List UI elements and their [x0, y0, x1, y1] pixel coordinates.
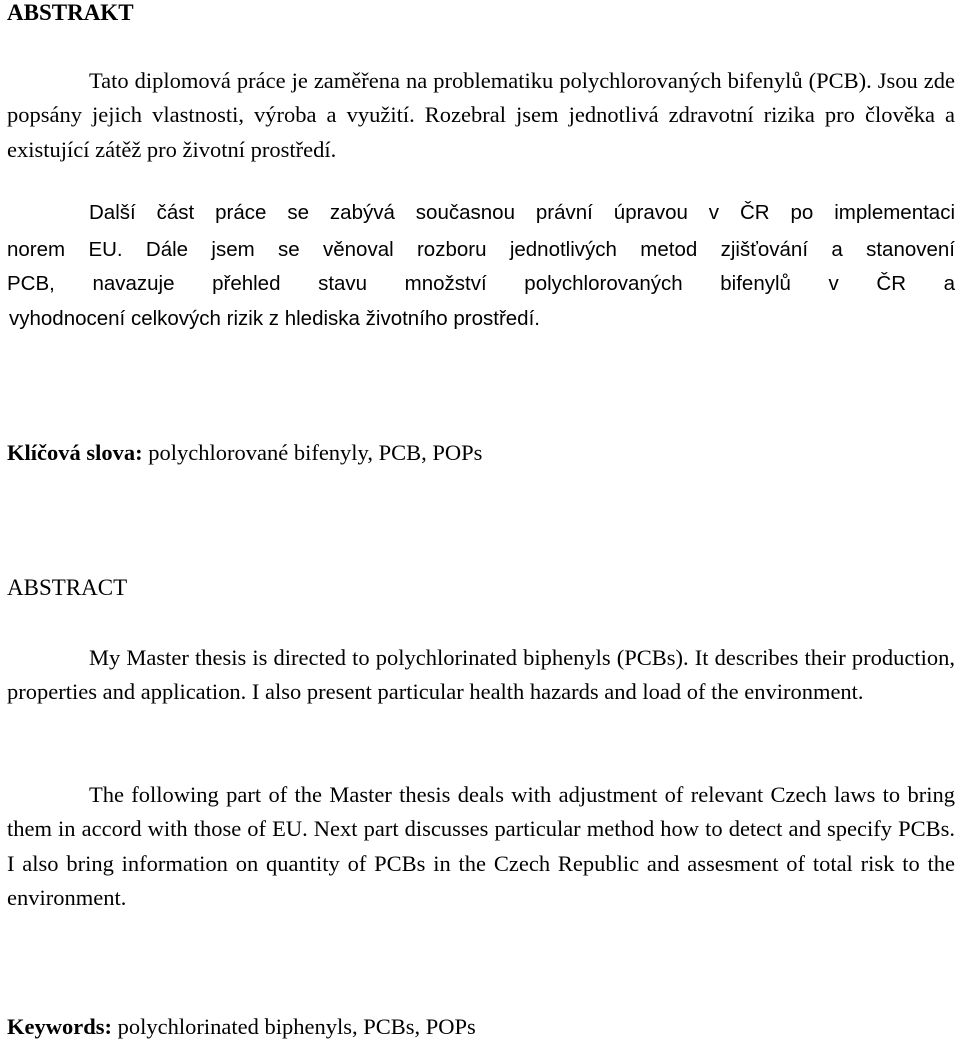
english-keywords-value: polychlorinated biphenyls, PCBs, POPs	[117, 1014, 476, 1039]
czech-p2-line2-start: norem EU.	[7, 238, 123, 261]
czech-p2-line2-rest: Dále jsem se věnoval rozboru jednotlivých metod zjišťování a stanovení	[145, 238, 955, 261]
czech-keywords-label: Klíčová slova:	[7, 440, 143, 465]
czech-keywords-value: polychlorované bifenyly, PCB, POPs	[148, 440, 483, 465]
czech-abstract-paragraph-2-line-4: vyhodnocení celkových rizik z hlediska životního prostředí.	[9, 307, 540, 330]
english-keywords-label: Keywords:	[7, 1014, 112, 1039]
english-keywords	[7, 1014, 955, 1040]
czech-abstract-paragraph-2-line-1: Další část práce se zabývá současnou právní úpravou v ČR po implementaci	[89, 201, 955, 224]
english-abstract-heading: ABSTRACT	[7, 575, 128, 600]
english-abstract-paragraph-1: My Master thesis is directed to polychlorinated biphenyls (PCBs). It describes their production, properties and application. I also present particular health hazards and load of the environment.	[7, 645, 955, 705]
czech-keywords	[7, 440, 955, 466]
czech-abstract-paragraph-1: Tato diplomová práce je zaměřena na problematiku polychlorovaných bifenylů (PCB). Jsou zde popsány jejich vlastnosti, výroba a využití. Rozebral jsem jednotlivá zdravotní rizika pro člověka a existující zátěž pro životní prostředí.	[7, 68, 955, 162]
english-abstract-paragraph-2: The following part of the Master thesis deals with adjustment of relevant Czech laws to bring them in accord with those of EU. Next part discusses particular method how to detect and specify PCBs. I also bring information on quantity of PCBs in the Czech Republic and assesment of total risk to the environment.	[7, 782, 955, 911]
czech-abstract-paragraph-2-line-2	[7, 236, 955, 262]
czech-abstract-heading: ABSTRAKT	[7, 0, 134, 25]
czech-abstract-paragraph-2-line-3: PCB, navazuje přehled stavu množství polychlorovaných bifenylů v ČR a	[7, 272, 955, 295]
